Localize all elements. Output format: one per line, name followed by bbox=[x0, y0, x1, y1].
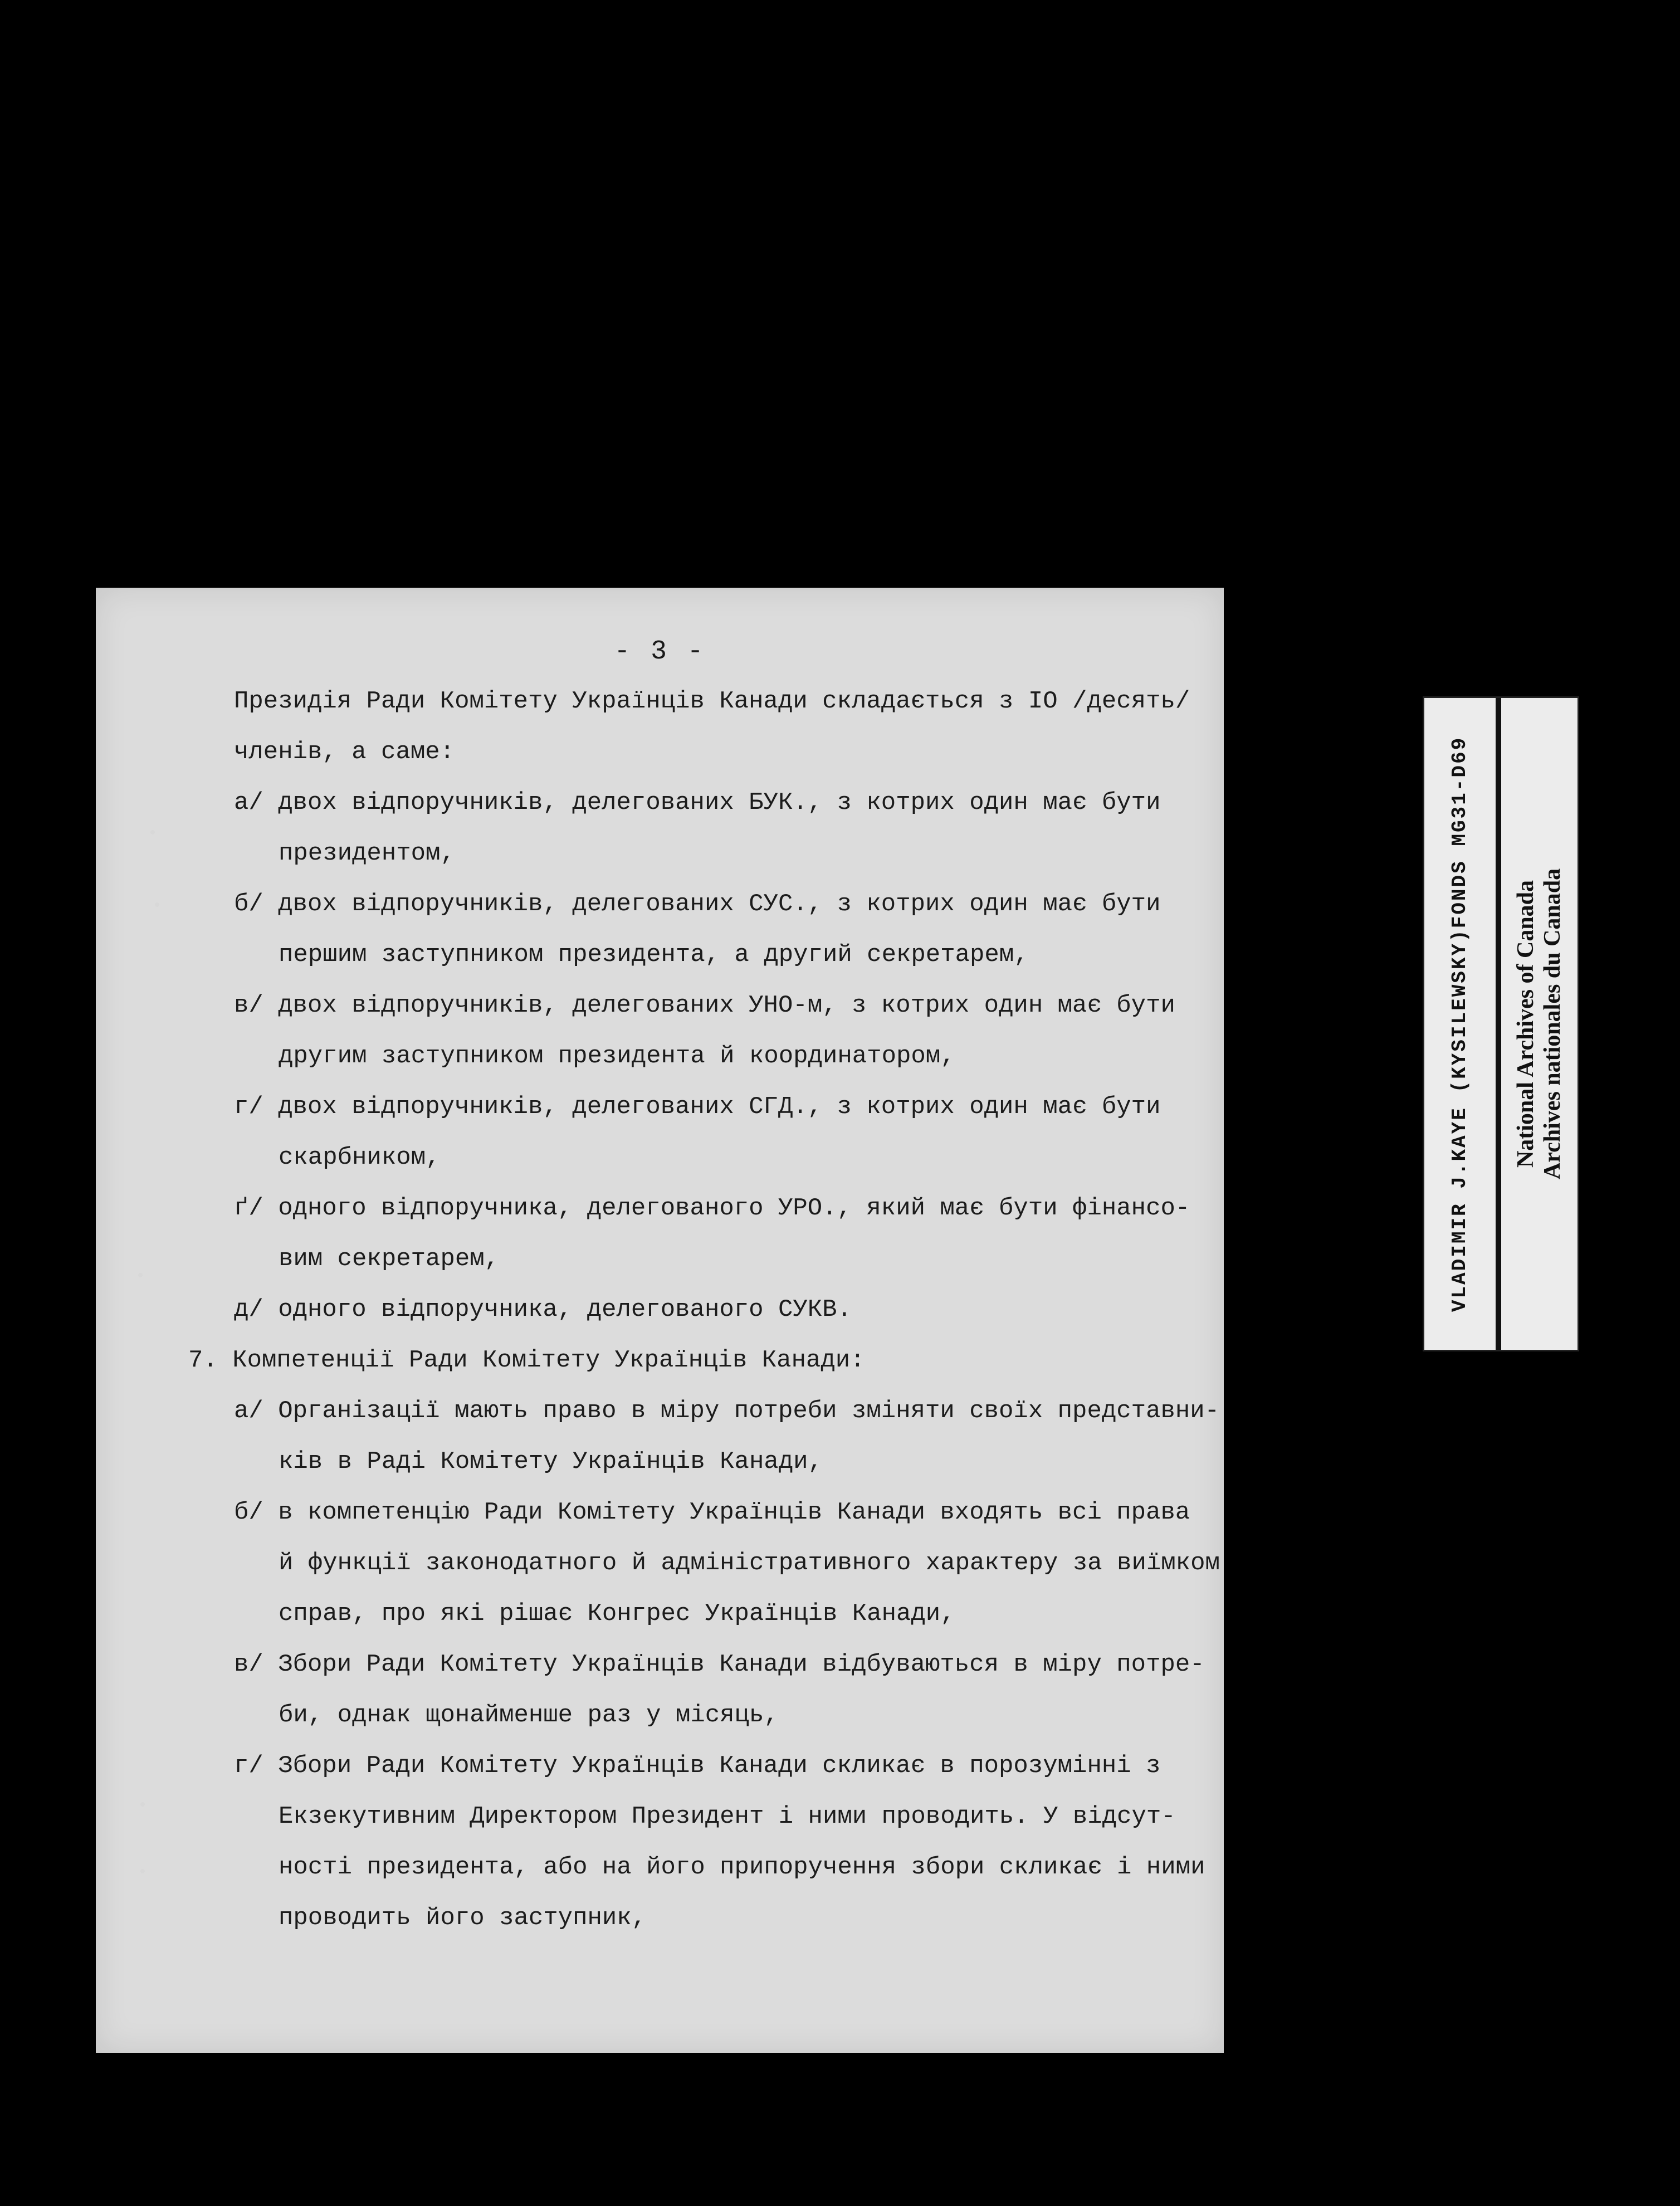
archive-name-en: National Archives of Canada bbox=[1513, 880, 1539, 1168]
film-speck bbox=[140, 1802, 145, 1807]
list-item-continuation: другим заступником президента й координатором, bbox=[279, 1042, 955, 1070]
list-item: а/ двох відпоручників, делегованих БУК., з котрих один має бути bbox=[234, 789, 1161, 817]
film-speck bbox=[140, 1869, 145, 1873]
fonds-reference bbox=[1424, 698, 1496, 1350]
film-speck bbox=[138, 1273, 143, 1277]
list-item: в/ Збори Ради Комітету Українців Канади відбуваються в міру потре- bbox=[234, 1651, 1205, 1678]
fonds-text: VLADIMIR J.KAYE (KYSILEWSKY)FONDS MG31-D69 bbox=[1448, 736, 1472, 1312]
list-item: б/ в компетенцію Ради Комітету Українців Канади входять всі права bbox=[234, 1499, 1190, 1526]
document-page bbox=[96, 588, 1224, 2053]
archive-name bbox=[1501, 698, 1578, 1350]
list-item-continuation: ності президента, або на його припоручення збори скликає і ними bbox=[279, 1853, 1205, 1881]
list-item-continuation: ків в Раді Комітету Українців Канади, bbox=[279, 1448, 823, 1476]
list-item: г/ двох відпоручників, делегованих СГД., з котрих один має бути bbox=[234, 1093, 1161, 1121]
text-line: членів, а саме: bbox=[234, 738, 455, 766]
page-number: - 3 - bbox=[614, 637, 706, 667]
document-body bbox=[188, 677, 1220, 1944]
list-item-continuation: й функції законодатного й адміністративного характеру за виїмком bbox=[279, 1549, 1220, 1577]
list-item-continuation: вим секретарем, bbox=[279, 1245, 500, 1273]
list-item: в/ двох відпоручників, делегованих УНО-м, з котрих один має бути bbox=[234, 992, 1175, 1019]
list-item-continuation: проводить його заступник, bbox=[279, 1904, 647, 1932]
list-item-continuation: Екзекутивним Директором Президент і ними проводить. У відсут- bbox=[279, 1803, 1176, 1831]
list-item: а/ Організації мають право в міру потреби зміняти своїх представни- bbox=[234, 1397, 1220, 1425]
list-item-continuation: президентом, bbox=[279, 840, 455, 867]
list-item: ґ/ одного відпоручника, делегованого УРО., який має бути фінансо- bbox=[234, 1194, 1190, 1222]
list-item: б/ двох відпоручників, делегованих СУС., з котрих один має бути bbox=[234, 890, 1161, 918]
text-line: Президія Ради Комітету Українців Канади складається з IO /десять/ bbox=[234, 687, 1190, 715]
film-speck bbox=[155, 902, 159, 907]
archive-name-fr: Archives nationales du Canada bbox=[1540, 868, 1566, 1180]
list-item-continuation: справ, про які рішає Конгрес Українців Канади, bbox=[279, 1600, 955, 1628]
list-item: г/ Збори Ради Комітету Українців Канади скликає в порозумінні з bbox=[234, 1752, 1161, 1780]
list-item-continuation: би, однак щонайменше раз у місяць, bbox=[279, 1701, 779, 1729]
section-heading: 7. Компетенції Ради Комітету Українців Канади: bbox=[188, 1346, 865, 1374]
list-item-continuation: першим заступником президента, а другий секретарем, bbox=[279, 941, 1029, 969]
film-speck bbox=[150, 830, 155, 834]
archive-label bbox=[1423, 696, 1579, 1351]
list-item-continuation: скарбником, bbox=[279, 1144, 441, 1172]
label-divider bbox=[1496, 698, 1501, 1350]
list-item: д/ одного відпоручника, делегованого СУКВ. bbox=[234, 1296, 852, 1324]
